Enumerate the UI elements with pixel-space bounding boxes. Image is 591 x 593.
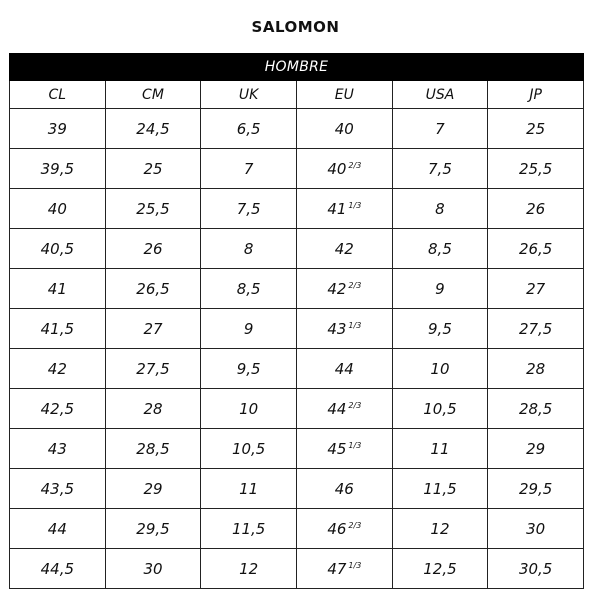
eu-size-value: 43 xyxy=(327,319,347,338)
cell-cl: 44 xyxy=(10,509,106,549)
cell-cm: 26 xyxy=(105,229,201,269)
cell-cm: 25,5 xyxy=(105,189,201,229)
cell-jp: 30,5 xyxy=(488,549,584,589)
column-header-jp: JP xyxy=(488,81,584,109)
cell-jp: 25,5 xyxy=(488,149,584,189)
cell-cl: 42 xyxy=(10,349,106,389)
eu-size-value: 42 xyxy=(334,239,354,258)
cell-cl: 43 xyxy=(10,429,106,469)
table-row xyxy=(10,309,584,349)
cell-usa: 11,5 xyxy=(392,469,488,509)
cell-cm: 27 xyxy=(105,309,201,349)
cell-uk: 11 xyxy=(201,469,297,509)
eu-size-value: 40 xyxy=(334,119,354,138)
cell-cm: 25 xyxy=(105,149,201,189)
cell-cm: 29 xyxy=(105,469,201,509)
cell-usa: 10 xyxy=(392,349,488,389)
table-row xyxy=(10,549,584,589)
cell-cm: 27,5 xyxy=(105,349,201,389)
cell-usa: 7 xyxy=(392,109,488,149)
table-row xyxy=(10,189,584,229)
size-chart-table xyxy=(9,53,584,589)
cell-eu xyxy=(296,189,392,229)
eu-size-fraction: 1/3 xyxy=(348,320,362,330)
cell-cl: 39 xyxy=(10,109,106,149)
eu-size-fraction: 2/3 xyxy=(348,400,362,410)
cell-uk: 10,5 xyxy=(201,429,297,469)
cell-usa: 12,5 xyxy=(392,549,488,589)
eu-size-fraction: 2/3 xyxy=(348,160,362,170)
cell-jp: 30 xyxy=(488,509,584,549)
cell-jp: 26 xyxy=(488,189,584,229)
eu-size-value: 46 xyxy=(334,479,354,498)
cell-jp: 29,5 xyxy=(488,469,584,509)
cell-uk: 7 xyxy=(201,149,297,189)
cell-eu xyxy=(296,549,392,589)
cell-usa: 11 xyxy=(392,429,488,469)
cell-cm: 24,5 xyxy=(105,109,201,149)
eu-size-fraction: 1/3 xyxy=(348,440,362,450)
cell-jp: 26,5 xyxy=(488,229,584,269)
eu-size-value: 45 xyxy=(327,439,347,458)
column-header-eu: EU xyxy=(296,81,392,109)
eu-size-value: 46 xyxy=(327,519,347,538)
column-header-row xyxy=(10,81,584,109)
column-header-cl: CL xyxy=(10,81,106,109)
eu-size-fraction: 2/3 xyxy=(348,280,362,290)
cell-jp: 28,5 xyxy=(488,389,584,429)
table-row xyxy=(10,389,584,429)
table-row xyxy=(10,149,584,189)
cell-jp: 27 xyxy=(488,269,584,309)
cell-jp: 27,5 xyxy=(488,309,584,349)
cell-uk: 8,5 xyxy=(201,269,297,309)
cell-usa: 8 xyxy=(392,189,488,229)
cell-usa: 9 xyxy=(392,269,488,309)
table-row xyxy=(10,469,584,509)
table-row xyxy=(10,269,584,309)
cell-uk: 9,5 xyxy=(201,349,297,389)
cell-jp: 29 xyxy=(488,429,584,469)
table-row xyxy=(10,109,584,149)
cell-eu xyxy=(296,429,392,469)
cell-uk: 9 xyxy=(201,309,297,349)
eu-size-value: 40 xyxy=(327,159,347,178)
cell-cl: 42,5 xyxy=(10,389,106,429)
column-header-cm: CM xyxy=(105,81,201,109)
cell-cl: 43,5 xyxy=(10,469,106,509)
cell-usa: 10,5 xyxy=(392,389,488,429)
cell-usa: 9,5 xyxy=(392,309,488,349)
cell-cm: 28,5 xyxy=(105,429,201,469)
cell-usa: 12 xyxy=(392,509,488,549)
cell-cm: 26,5 xyxy=(105,269,201,309)
cell-eu xyxy=(296,149,392,189)
cell-uk: 7,5 xyxy=(201,189,297,229)
table-row xyxy=(10,429,584,469)
cell-eu xyxy=(296,509,392,549)
eu-size-fraction: 2/3 xyxy=(348,520,362,530)
cell-jp: 25 xyxy=(488,109,584,149)
eu-size-value: 44 xyxy=(334,359,354,378)
column-header-uk: UK xyxy=(201,81,297,109)
cell-cl: 44,5 xyxy=(10,549,106,589)
eu-size-fraction: 1/3 xyxy=(348,560,362,570)
cell-cm: 28 xyxy=(105,389,201,429)
cell-eu xyxy=(296,229,392,269)
cell-jp: 28 xyxy=(488,349,584,389)
cell-uk: 10 xyxy=(201,389,297,429)
cell-cl: 41 xyxy=(10,269,106,309)
cell-cl: 41,5 xyxy=(10,309,106,349)
cell-eu xyxy=(296,109,392,149)
table-title-row xyxy=(10,54,584,81)
brand-logo: SALOMON xyxy=(251,18,340,36)
cell-eu xyxy=(296,389,392,429)
size-rows xyxy=(10,109,584,589)
cell-cl: 40,5 xyxy=(10,229,106,269)
cell-uk: 6,5 xyxy=(201,109,297,149)
eu-size-value: 42 xyxy=(327,279,347,298)
eu-size-value: 41 xyxy=(327,199,347,218)
cell-cm: 30 xyxy=(105,549,201,589)
eu-size-value: 47 xyxy=(327,559,347,578)
eu-size-fraction: 1/3 xyxy=(348,200,362,210)
cell-eu xyxy=(296,309,392,349)
cell-uk: 8 xyxy=(201,229,297,269)
cell-cl: 40 xyxy=(10,189,106,229)
cell-uk: 11,5 xyxy=(201,509,297,549)
eu-size-value: 44 xyxy=(327,399,347,418)
cell-cl: 39,5 xyxy=(10,149,106,189)
table-title: HOMBRE xyxy=(10,54,584,81)
table-row xyxy=(10,229,584,269)
cell-eu xyxy=(296,269,392,309)
cell-uk: 12 xyxy=(201,549,297,589)
cell-eu xyxy=(296,469,392,509)
cell-eu xyxy=(296,349,392,389)
cell-usa: 8,5 xyxy=(392,229,488,269)
cell-usa: 7,5 xyxy=(392,149,488,189)
table-row xyxy=(10,349,584,389)
column-header-usa: USA xyxy=(392,81,488,109)
table-row xyxy=(10,509,584,549)
cell-cm: 29,5 xyxy=(105,509,201,549)
